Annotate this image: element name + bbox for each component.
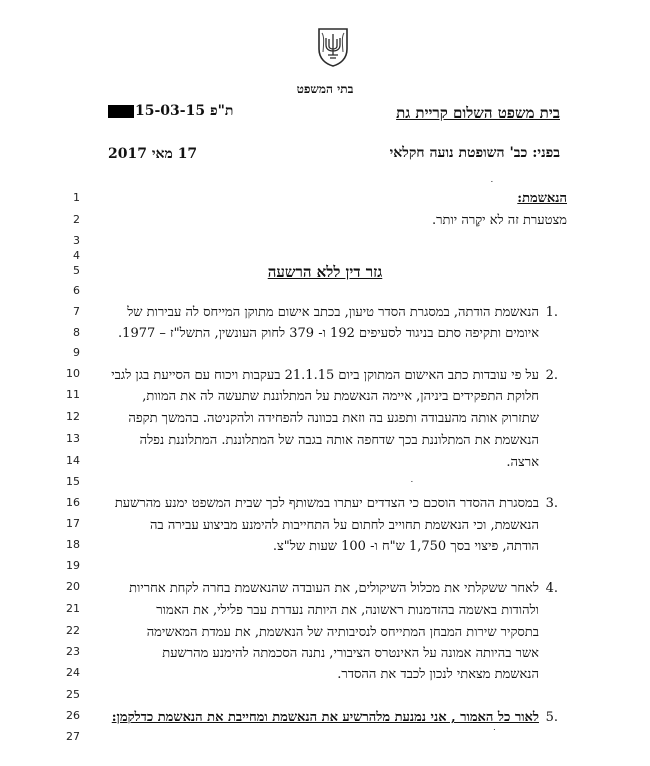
paragraph-line: לאחר ששקלתי את מכלול השיקולים, את העובדה שהנאשמת בחרה לקחת אחריות [129,581,539,596]
line-number: 19 [66,559,80,572]
line-number: 12 [66,410,80,423]
court-system-label: בתי המשפט [296,82,354,96]
paragraph-line: במסגרת ההסדר הוסכם כי הצדדים יעתרו במשותף לכך שבית המשפט ימנע מהרשעת [114,496,539,511]
document-title: גזר דין ללא הרשעה [267,263,383,281]
line-number: 11 [66,388,80,401]
case-number: ת"פ 15-03-15 [135,103,234,119]
decision-date: 17 מאי 2017 [108,146,198,162]
line-number: 4 [73,249,80,262]
paragraph-line: חלוקת התפקידים ביניהן, איימה הנאשמת על המתלוננת שתעשה לה את המוות, [142,389,539,404]
paragraph-line: הנאשמת את המתלוננת בכך שדחפה אותה בגבה של המתלוננת. המתלוננת נפלה [139,433,539,448]
indictment-heading: הנאשמת: [517,191,567,206]
line-number: 8 [73,326,80,339]
line-number: 7 [73,305,80,318]
line-number: 10 [66,367,80,380]
paragraph-line: הנאשמת מצאתי לנכון לכבד את ההסדר. [337,667,539,682]
paragraph-number: 2. [545,368,558,383]
paragraph-line: הנאשמת, וכי הנאשמת תחוייב לחתום על התחייבות להימנע מביצוע עבירה בה [149,518,539,533]
case-number-block [108,103,233,120]
line-number: 6 [73,284,80,297]
line-number: 17 [66,517,80,530]
case-number-redaction [108,105,134,118]
line-number: 18 [66,538,80,551]
indictment-note: מצטערת זה לא יקרה יותר. [432,213,567,228]
line-number: 2 [73,213,80,226]
line-number: 13 [66,432,80,445]
line-number: 3 [73,234,80,247]
paragraph-line: על פי עובדות כתב האישום המתוקן ביום 21.1.15 בעקבות ויכוח עם הסייעת בגן לגבי [111,368,539,383]
line-number: 5 [73,264,80,277]
line-number: 27 [66,730,80,743]
line-number: 23 [66,645,80,658]
line-number: 16 [66,496,80,509]
line-number: 25 [66,688,80,701]
line-numbers [66,0,80,766]
paragraph-number: 4. [545,581,558,596]
paragraph-line: אשר בהיותה אמונה על האינטרס הציבורי, נתנה הסכמתה להימנע מהרשעת [162,646,539,661]
paragraph-line: הודתה, פיצוי בסך 1,750 ש"ח ו- 100 שעות של"צ. [272,539,539,554]
paragraph-number: 3. [545,496,558,511]
line-number: 24 [66,666,80,679]
paragraph-line: ארצה. [506,455,539,470]
line-number: 20 [66,580,80,593]
line-number: 22 [66,624,80,637]
line-number: 21 [66,602,80,615]
line-number: 1 [73,191,80,204]
paragraph-line: שתזרוק אותה מהעבודה ותפגע בה וזאת בכוונה להפחידה ולהקניטה. בהמשך תקפה [128,411,539,426]
line-number: 14 [66,454,80,467]
line-number: 15 [66,475,80,488]
line-number: 26 [66,709,80,722]
paragraph-line: לאור כל האמור , אני נמנעת מלהרשיע את הנאשמת ומחייבת את הנאשמת כדלקמן: [111,710,539,725]
paragraph-line: איומים ותקיפה סתם בניגוד לסעיפים 192 ו- 379 לחוק העונשין, התשל"ז – 1977. [118,326,539,341]
paragraph-line: בתסקיר שירות המבחן המתייחס לנסיבותיה של הנאשמת, את עמדת המאשימה [146,625,539,640]
judge-name: בפני: כב' השופטת נועה חקלאי [389,145,560,161]
paragraph-number: 1. [545,305,558,320]
state-emblem-icon [313,24,353,68]
paragraph-number: 5. [545,710,558,725]
paragraph-line: ולהודות באשמה בהזדמנות ראשונה, את היותה נעדרת עבר פלילי, את האמור [156,603,539,618]
paragraph-line: הנאשמת הודתה, במסגרת הסדר טיעון, בכתב אישום מתוקן המייחס לה עבירות של [127,305,539,320]
court-name: בית משפט השלום קריית גת [396,104,560,122]
line-number: 9 [73,346,80,359]
